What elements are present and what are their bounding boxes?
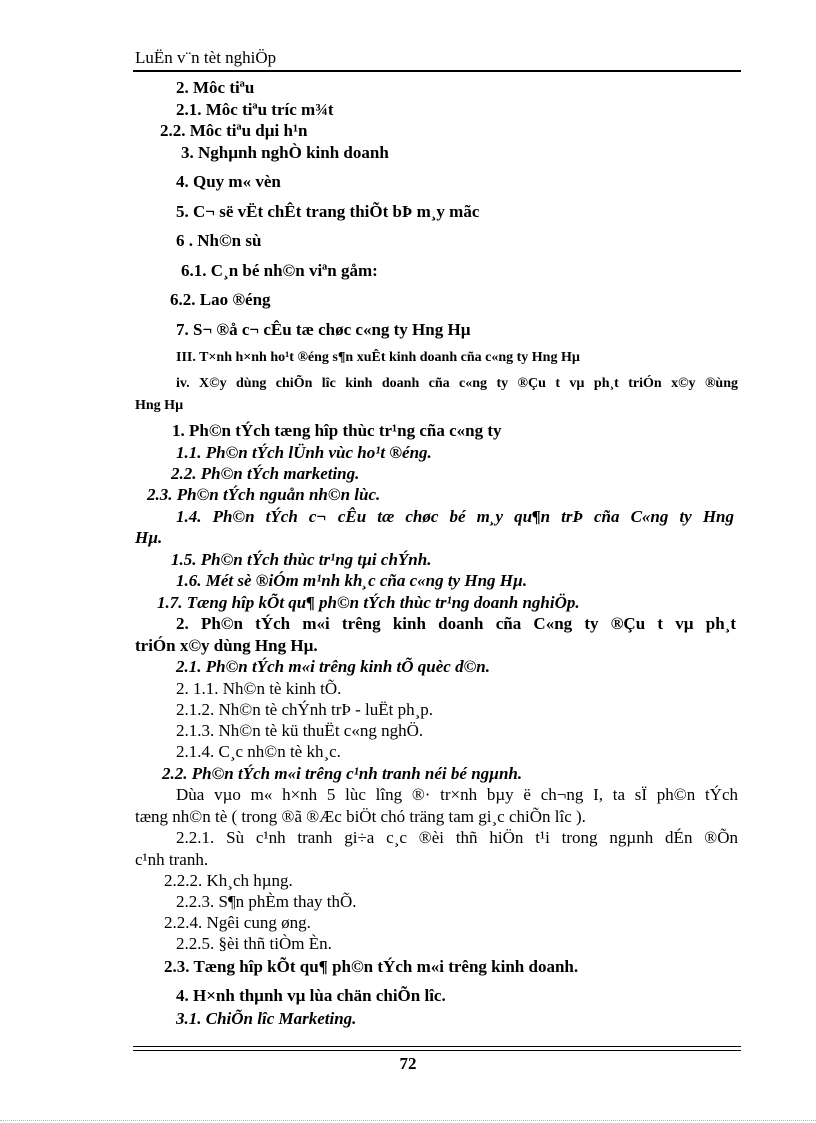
text-line: 2.2. Ph©n tÝch m«i trêng c¹nh tranh néi bé ngµnh.: [162, 764, 523, 783]
text-line: 2.2. Môc tiªu dµi h¹n: [160, 121, 308, 140]
text-line: 7. S¬ ®å c¬ cÊu tæ chøc c«ng ty Hng Hµ: [176, 320, 471, 339]
text-line: 1.5. Ph©n tÝch thùc tr¹ng tµi chÝnh.: [171, 550, 432, 569]
text-line: 2.2.4. Ngêi cung øng.: [164, 913, 311, 932]
text-line: 3. Nghµnh nghÒ kinh doanh: [181, 143, 389, 162]
text-line: 4. Quy m« vèn: [176, 172, 281, 191]
text-line: iv. X©y dùng chiÕn lîc kinh doanh cña c«ng ty ®Çu t vµ ph¸t triÓn x©y ®ùng: [176, 376, 738, 391]
text-line: 1. Ph©n tÝch tæng hîp thùc tr¹ng cña c«ng ty: [172, 421, 502, 440]
text-line: 6.2. Lao ®éng: [170, 290, 271, 309]
page-header: LuËn v¨n tèt nghiÖp: [135, 48, 277, 67]
text-line: 2.1.2. Nh©n tè chÝnh trÞ - luËt ph¸p.: [176, 700, 434, 719]
text-line: Hµ.: [135, 528, 163, 547]
text-line: 2.2. Ph©n tÝch marketing.: [171, 464, 360, 483]
text-line: 1.1. Ph©n tÝch lÜnh vùc ho¹t ®éng.: [176, 443, 432, 462]
header-rule: [133, 70, 741, 72]
text-line: 3.1. ChiÕn lîc Marketing.: [176, 1009, 357, 1028]
text-line: 2. Ph©n tÝch m«i trêng kinh doanh cña C«ng ty ®Çu t vµ ph¸t: [176, 614, 736, 633]
text-line: 2.3. Ph©n tÝch nguån nh©n lùc.: [147, 485, 381, 504]
text-line: 2.3. Tæng hîp kÕt qu¶ ph©n tÝch m«i trêng kinh doanh.: [164, 957, 579, 976]
text-line: 2.2.1. Sù c¹nh tranh gi÷a c¸c ®èi thñ hiÖn t¹i trong ngµnh dÉn ®Õn: [176, 828, 738, 847]
text-line: 5. C¬ së vËt chÊt trang thiÕt bÞ m¸y mãc: [176, 202, 480, 221]
text-line: 1.7. Tæng hîp kÕt qu¶ ph©n tÝch thùc tr¹ng doanh nghiÖp.: [157, 593, 580, 612]
text-line: Hng Hµ: [135, 398, 184, 413]
footer-rule: [133, 1050, 741, 1051]
text-line: 1.4. Ph©n tÝch c¬ cÊu tæ chøc bé m¸y qu¶n trÞ cña C«ng ty Hng: [176, 507, 734, 526]
page-edge: [0, 1120, 816, 1121]
text-line: 6 . Nh©n sù: [176, 231, 262, 250]
text-line: 2.1. Ph©n tÝch m«i trêng kinh tÕ quèc d©n.: [176, 657, 490, 676]
text-line: Dùa vµo m« h×nh 5 lùc lîng ®· tr×nh bµy ë ch¬ng I, ta sÏ ph©n tÝch: [176, 785, 738, 804]
text-line: 2. 1.1. Nh©n tè kinh tÕ.: [176, 679, 342, 698]
text-line: 2.1. Môc tiªu tríc m¾t: [176, 100, 334, 119]
text-line: 6.1. C¸n bé nh©n viªn gåm:: [181, 261, 378, 280]
page-number: 72: [399, 1054, 417, 1073]
text-line: c¹nh tranh.: [135, 850, 209, 869]
text-line: 4. H×nh thµnh vµ lùa chän chiÕn lîc.: [176, 986, 446, 1005]
text-line: III. T×nh h×nh ho¹t ®éng s¶n xuÊt kinh doanh cña c«ng ty Hng Hµ: [176, 350, 580, 365]
text-line: 2.1.4. C¸c nh©n tè kh¸c.: [176, 742, 341, 761]
text-line: triÓn x©y dùng Hng Hµ.: [135, 636, 318, 655]
text-line: 1.6. Mét sè ®iÓm m¹nh kh¸c cña c«ng ty Hng Hµ.: [176, 571, 528, 590]
text-line: 2. Môc tiªu: [176, 78, 255, 97]
text-line: 2.2.2. Kh¸ch hµng.: [164, 871, 293, 890]
text-line: 2.2.3. S¶n phÈm thay thÕ.: [176, 892, 357, 911]
text-line: 2.1.3. Nh©n tè kü thuËt c«ng nghÖ.: [176, 721, 424, 740]
text-line: 2.2.5. §èi thñ tiÒm Èn.: [176, 934, 332, 953]
footer-rule: [133, 1046, 741, 1047]
text-line: tæng nh©n tè ( trong ®ã ®Æc biÖt chó träng tam gi¸c chiÕn lîc ).: [135, 807, 586, 826]
